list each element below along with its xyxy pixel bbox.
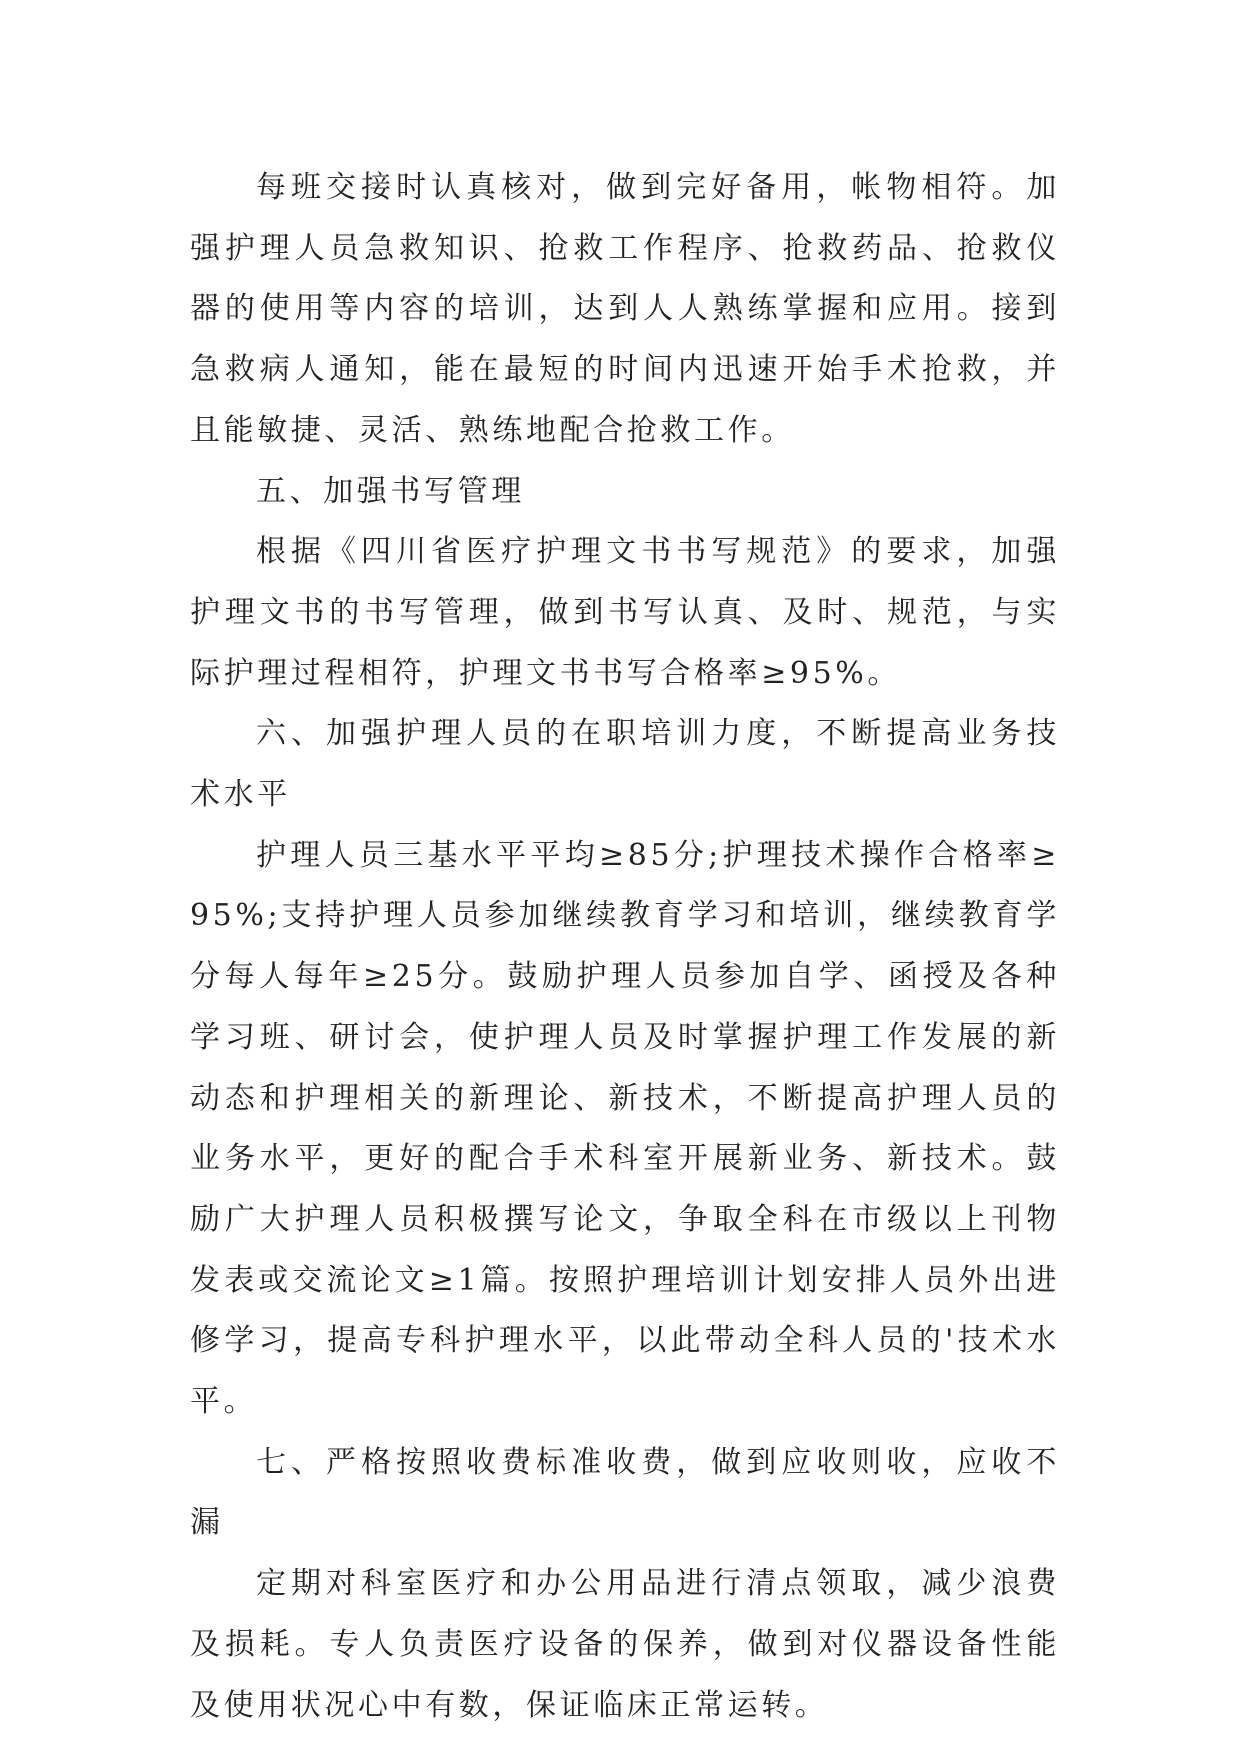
paragraph-writing-standards: 根据《四川省医疗护理文书书写规范》的要求，加强护理文书的书写管理，做到书写认真、及时、规范，与实际护理过程相符，护理文书书写合格率≥95%。: [190, 534, 1060, 691]
document-body: [190, 158, 1060, 1736]
paragraph-handover-check: 每班交接时认真核对，做到完好备用，帐物相符。加强护理人员急救知识、抢救工作程序、抢救药品、抢救仪器的使用等内容的培训，达到人人熟练掌握和应用。接到急救病人通知，能在最短的时间内迅速开始手术抢救，并且能敏捷、灵活、熟练地配合抢救工作。: [190, 170, 1060, 448]
heading-staff-training: 六、加强护理人员的在职培训力度，不断提高业务技术水平: [190, 716, 1060, 813]
paragraph-training-targets: 护理人员三基水平平均≥85分;护理技术操作合格率≥95%;支持护理人员参加继续教育学习和培训，继续教育学分每人每年≥25分。鼓励护理人员参加自学、函授及各种学习班、研讨会，使护理人员及时掌握护理工作发展的新动态和护理相关的新理论、新技术，不断提高护理人员的业务水平，更好的配合手术科室开展新业务、新技术。鼓励广大护理人员积极撰写论文，争取全科在市级以上刊物发表或交流论文≥1篇。按照护理培训计划安排人员外出进修学习，提高专科护理水平，以此带动全科人员的'技术水平。: [190, 837, 1060, 1420]
paragraph-supplies-equipment: 定期对科室医疗和办公用品进行清点领取，减少浪费及损耗。专人负责医疗设备的保养，做到对仪器设备性能及使用状况心中有数，保证临床正常运转。: [190, 1566, 1060, 1723]
heading-fee-standards: 七、严格按照收费标准收费，做到应收则收，应收不漏: [190, 1444, 1060, 1541]
heading-writing-management: 五、加强书写管理: [256, 473, 525, 509]
